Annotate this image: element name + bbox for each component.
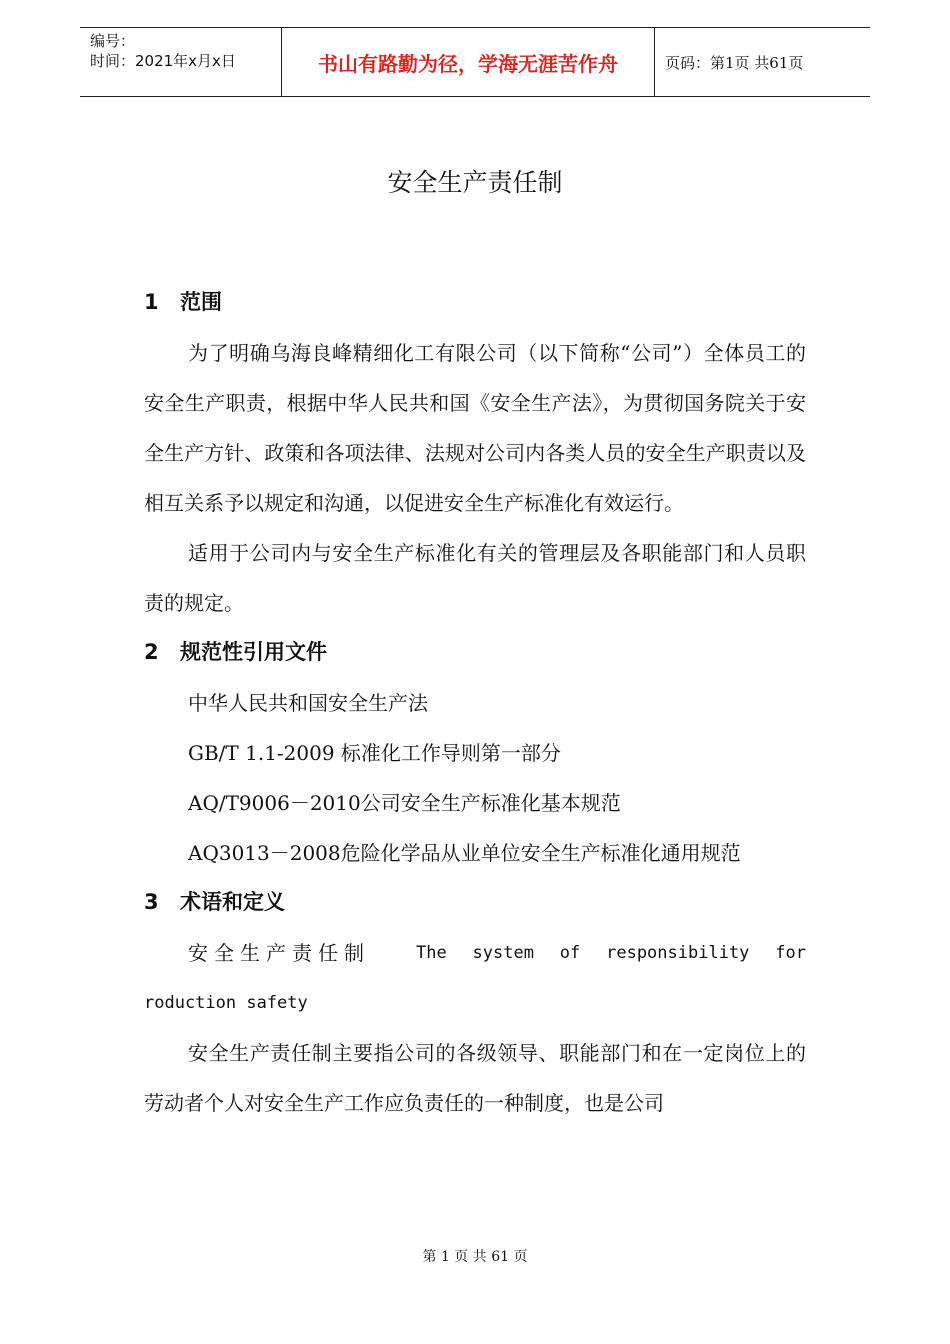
section-number: 2 bbox=[144, 640, 159, 664]
paragraph: 适用于公司内与安全生产标准化有关的管理层及各职能部门和人员职责的规定。 bbox=[144, 541, 806, 615]
section-heading bbox=[144, 278, 806, 328]
document-body bbox=[144, 278, 806, 1128]
header-page-info: 页码：第1页 共61页 bbox=[665, 53, 804, 72]
section-heading bbox=[144, 628, 806, 678]
header-motto: 书山有路勤为径，学海无涯苦作舟 bbox=[282, 28, 655, 96]
reference-item: 中华人民共和国安全生产法 bbox=[188, 691, 428, 715]
page-footer: 第 1 页 共 61 页 bbox=[422, 1249, 528, 1265]
section-title: 规范性引用文件 bbox=[180, 640, 327, 664]
term-word: for bbox=[775, 943, 806, 963]
time-label: 时间：2021年x月x日 bbox=[90, 52, 236, 70]
term-definition bbox=[144, 928, 806, 978]
section-number: 1 bbox=[144, 290, 159, 314]
term-word: The bbox=[416, 943, 447, 963]
term-word: responsibility bbox=[606, 943, 750, 963]
section-title: 术语和定义 bbox=[180, 890, 285, 914]
header-meta bbox=[80, 28, 282, 96]
term-word: of bbox=[559, 943, 581, 963]
term-english-continued: roduction safety bbox=[144, 993, 308, 1013]
term-word: system bbox=[472, 943, 534, 963]
term-english bbox=[416, 928, 806, 978]
paragraph: 为了明确乌海良峰精细化工有限公司（以下简称“公司”）全体员工的安全生产职责，根据中华人民共和国《安全生产法》，为贯彻国务院关于安全生产方针、政策和各项法律、法规对公司内各类人员的安全生产职责以及相互关系予以规定和沟通，以促进安全生产标准化有效运行。 bbox=[144, 341, 806, 515]
paragraph: 安全生产责任制主要指公司的各级领导、职能部门和在一定岗位上的劳动者个人对安全生产工作应负责任的一种制度，也是公司 bbox=[144, 1041, 806, 1115]
reference-item: AQ/T9006－2010公司安全生产标准化基本规范 bbox=[188, 791, 621, 815]
document-title: 安全生产责任制 bbox=[387, 168, 563, 197]
reference-item: GB/T 1.1-2009 标准化工作导则第一部分 bbox=[188, 741, 561, 765]
term-chinese: 安全生产责任制 bbox=[188, 941, 370, 965]
section-heading bbox=[144, 878, 806, 928]
section-number: 3 bbox=[144, 890, 159, 914]
page-header bbox=[80, 27, 870, 97]
number-label: 编号： bbox=[90, 32, 136, 50]
section-title: 范围 bbox=[180, 290, 222, 314]
reference-item: AQ3013－2008危险化学品从业单位安全生产标准化通用规范 bbox=[188, 841, 741, 865]
